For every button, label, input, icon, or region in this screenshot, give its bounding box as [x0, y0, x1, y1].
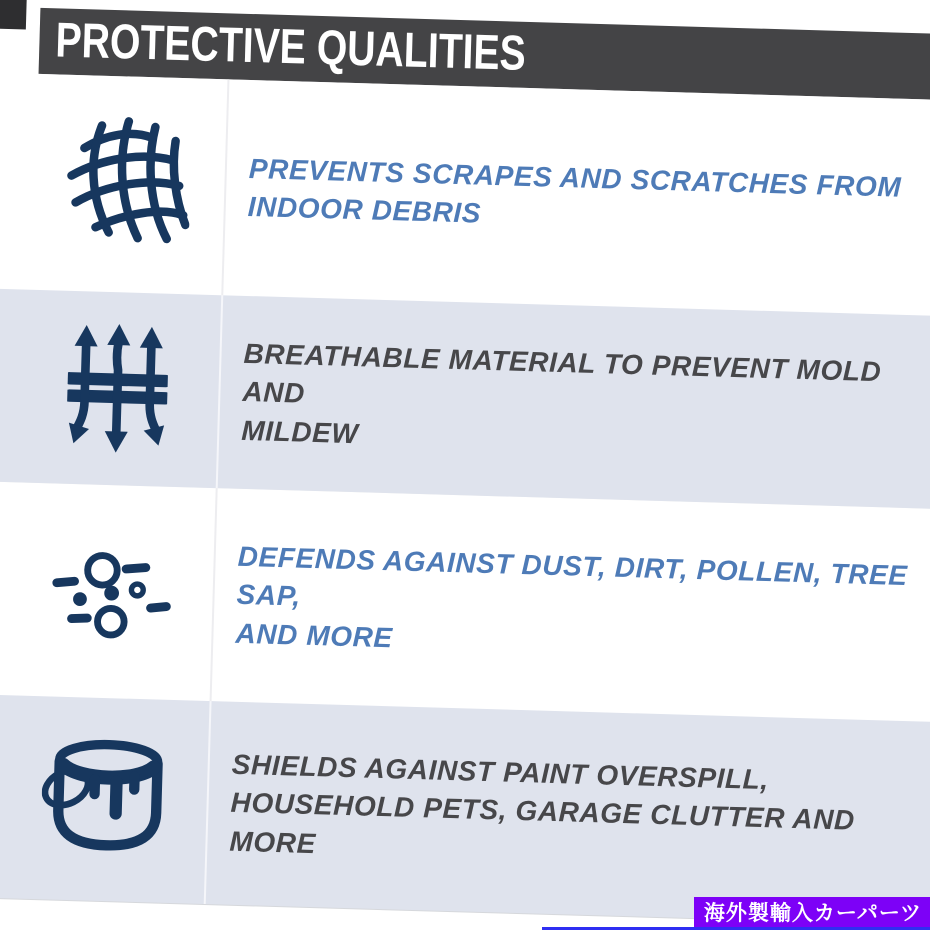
- page-title: PROTECTIVE QUALITIES: [54, 13, 527, 81]
- feature-text-dust-defense: DEFENDS AGAINST DUST, DIRT, POLLEN, TREE SAP, AND MORE: [235, 541, 909, 653]
- breathable-arrows-icon: [65, 316, 169, 461]
- feature-row-scratch-protection: [0, 72, 930, 317]
- text-cell: [207, 745, 930, 881]
- icon-cell: [0, 288, 223, 488]
- feature-rows: [0, 72, 930, 925]
- text-cell: [213, 538, 930, 674]
- feature-row-paint-shield: [0, 694, 930, 926]
- feature-text-paint-shield: SHIELDS AGAINST PAINT OVERSPILL, HOUSEHOLD PETS, GARAGE CLUTTER AND MORE: [229, 749, 856, 859]
- feature-text-scratch-protection: PREVENTS SCRAPES AND SCRATCHES FROM INDOOR DEBRIS: [247, 152, 902, 229]
- mesh-net-icon: [54, 108, 192, 260]
- corner-accent: [0, 0, 27, 29]
- paint-can-icon: [39, 732, 171, 868]
- text-cell: [219, 335, 930, 471]
- dust-particles-icon: [49, 538, 174, 645]
- icon-cell: [0, 72, 229, 295]
- importer-badge: [694, 897, 930, 927]
- feature-row-breathable: [0, 288, 930, 510]
- feature-row-dust-defense: [0, 481, 930, 723]
- icon-cell: [0, 481, 218, 701]
- importer-badge-label: 海外製輸入カーパーツ: [703, 901, 922, 925]
- feature-text-breathable: BREATHABLE MATERIAL TO PREVENT MOLD AND MILDEW: [240, 338, 882, 449]
- text-cell: [225, 149, 930, 247]
- icon-cell: [0, 694, 212, 904]
